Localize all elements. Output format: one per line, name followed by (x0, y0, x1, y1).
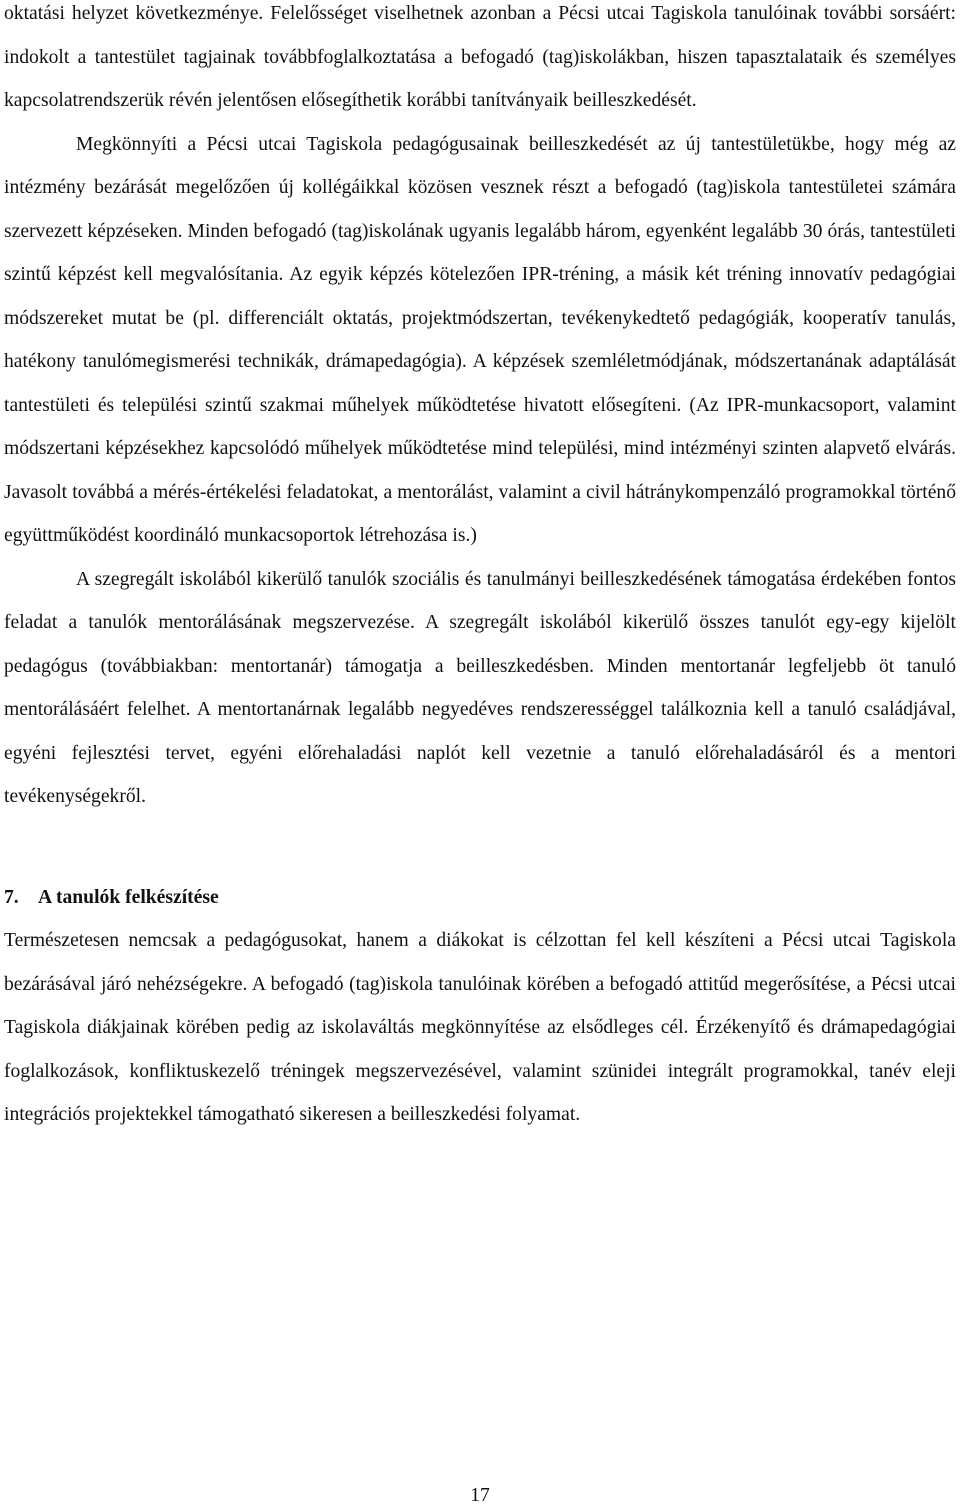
document-page (4, 0, 956, 1137)
section-number: 7. (4, 886, 19, 908)
section-heading (4, 876, 956, 920)
page-number: 17 (470, 1485, 490, 1506)
paragraph-mentoring: A szegregált iskolából kikerülő tanulók szociális és tanulmányi beilleszkedésének támogatása érdekében fontos feladat a tanulók mentorálásának megszervezése. A szegregált iskolából kikerülő összes tanulót egy-egy kijelölt pedagógus (továbbiakban: mentortanár) támogatja a beilleszkedésben. Minden mentortanár legfeljebb öt tanuló mentorálásáért felelhet. A mentortanárnak legalább negyedéves rendszerességgel találkoznia kell a tanuló családjával, egyéni fejlesztési tervet, egyéni előrehaladási naplót kell vezetnie a tanuló előrehaladásáról és a mentori tevékenységekről. (4, 568, 956, 807)
paragraph-continuation: oktatási helyzet következménye. Felelősséget viselhetnek azonban a Pécsi utcai Tagiskola tanulóinak további sorsáért: indokolt a tantestület tagjainak továbbfoglalkoztatása a befogadó (tag)iskolákban, hiszen tapasztalataik és személyes kapcsolatrendszerük révén jelentősen elősegíthetik korábbi tanítványaik beilleszkedését. (4, 3, 956, 111)
section-title: A tanulók felkészítése (38, 886, 219, 908)
section-body: Természetesen nemcsak a pedagógusokat, hanem a diákokat is célzottan fel kell készíteni a Pécsi utcai Tagiskola bezárásával járó nehézségekre. A befogadó (tag)iskola tanulóinak körében a befogadó attitűd megerősítése, a Pécsi utcai Tagiskola diákjainak körében pedig az iskolaváltás megkönnyítése az elsődleges cél. Érzékenyítő és drámapedagógiai foglalkozások, konfliktuskezelő tréningek megszervezésével, valamint szünidei integrált programokkal, tanév eleji integrációs projektekkel támogatható sikeresen a beilleszkedési folyamat. (4, 930, 956, 1125)
section-spacer (4, 819, 956, 876)
paragraph-teacher-training: Megkönnyíti a Pécsi utcai Tagiskola pedagógusainak beilleszkedését az új tantestületükbe, hogy még az intézmény bezárását megelőzően új kollégáikkal közösen vesznek részt a befogadó (tag)iskola tantestületei számára szervezett képzéseken. Minden befogadó (tag)iskolának ugyanis legalább három, egyenként legalább 30 órás, tantestületi szintű képzést kell megvalósítania. Az egyik képzés kötelezően IPR-tréning, a másik két tréning innovatív pedagógiai módszereket mutat be (pl. differenciált oktatás, projektmódszertan, tevékenykedtető pedagógiák, kooperatív tanulás, hatékony tanulómegismerési technikák, drámapedagógia). A képzések szemléletmódjának, módszertanának adaptálását tantestületi és települési szintű szakmai műhelyek működtetése hivatott elősegíteni. (Az IPR-munkacsoport, valamint módszertani képzésekhez kapcsolódó műhelyek működtetése mind települési, mind intézményi szinten alapvető elvárás. Javasolt továbbá a mérés-értékelési feladatokat, a mentorálást, valamint a civil hátránykompenzáló programokkal történő együttműködést koordináló munkacsoportok létrehozása is.) (4, 133, 956, 546)
